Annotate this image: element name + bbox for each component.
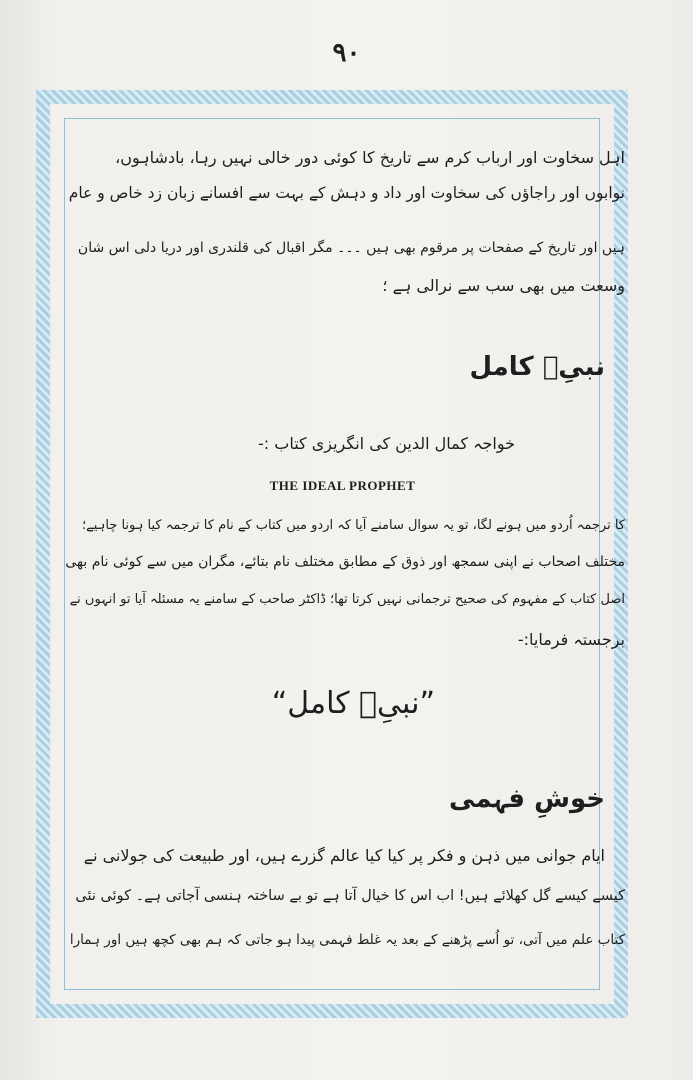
english-book-title: THE IDEAL PROPHET [269,478,416,493]
section1-line-1: کا ترجمہ اُردو میں ہونے لگا، تو یہ سوال سامنے آیا کہ اردو میں کتاب کے نام کا ترجمہ کیا ہونا چاہیے؛ [82,518,625,533]
section1-line-2: مختلف اصحاب نے اپنی سمجھ اور ذوق کے مطابق مختلف نام بتائے، مگران میں سے کوئی نام بھی [65,554,625,570]
paragraph1-line-2: نوابوں اور راجاؤں کی سخاوت اور داد و دہش کے بہت سے افسانے زبان زد خاص و عام [68,184,625,202]
page-content [60,126,625,996]
section2-line-1: ایام جوانی میں ذہن و فکر پر کیا کیا عالم گزرے ہیں، اور طبیعت کی جولانی نے [83,846,605,865]
section2-line-3: کتاب علم میں آتی، تو اُسے پڑھنے کے بعد یہ غلط فہمی پیدا ہو جاتی کہ ہم بھی کچھ ہیں اور ہمارا [69,932,625,948]
section2-line-2: کیسے کیسے گل کھلائے ہیں! اب اس کا خیال آتا ہے تو بے ساختہ ہنسی آجاتی ہے۔ کوئی نئی [75,888,625,904]
section1-line-4: برجستہ فرمایا:- [517,630,625,649]
section1-quote: ”نبیِؐ کامل“ [271,686,435,721]
paragraph1-line-1: اہل سخاوت اور ارباب کرم سے تاریخ کا کوئی دور خالی نہیں رہا، بادشاہوں، [115,148,625,167]
page-number: ۹۰ [332,38,361,68]
paragraph1-line-3: ہیں اور تاریخ کے صفحات پر مرقوم بھی ہیں ۔۔۔ مگر اقبال کی قلندری اور دریا دلی اس شان [77,240,625,256]
section1-heading: نبیِؐ کامل [469,352,605,382]
section1-subtitle: خواجہ کمال الدین کی انگریزی کتاب :- [258,434,515,453]
section2-heading: خوشِ فہمی [449,784,605,814]
paragraph1-line-4: وسعت میں بھی سب سے نرالی ہے ؛ [382,276,625,295]
section1-line-3: اصل کتاب کے مفہوم کی صحیح ترجمانی نہیں کرتا تھا؛ ڈاکٹر صاحب کے سامنے یہ مسئلہ آیا تو انہوں نے [69,592,625,607]
